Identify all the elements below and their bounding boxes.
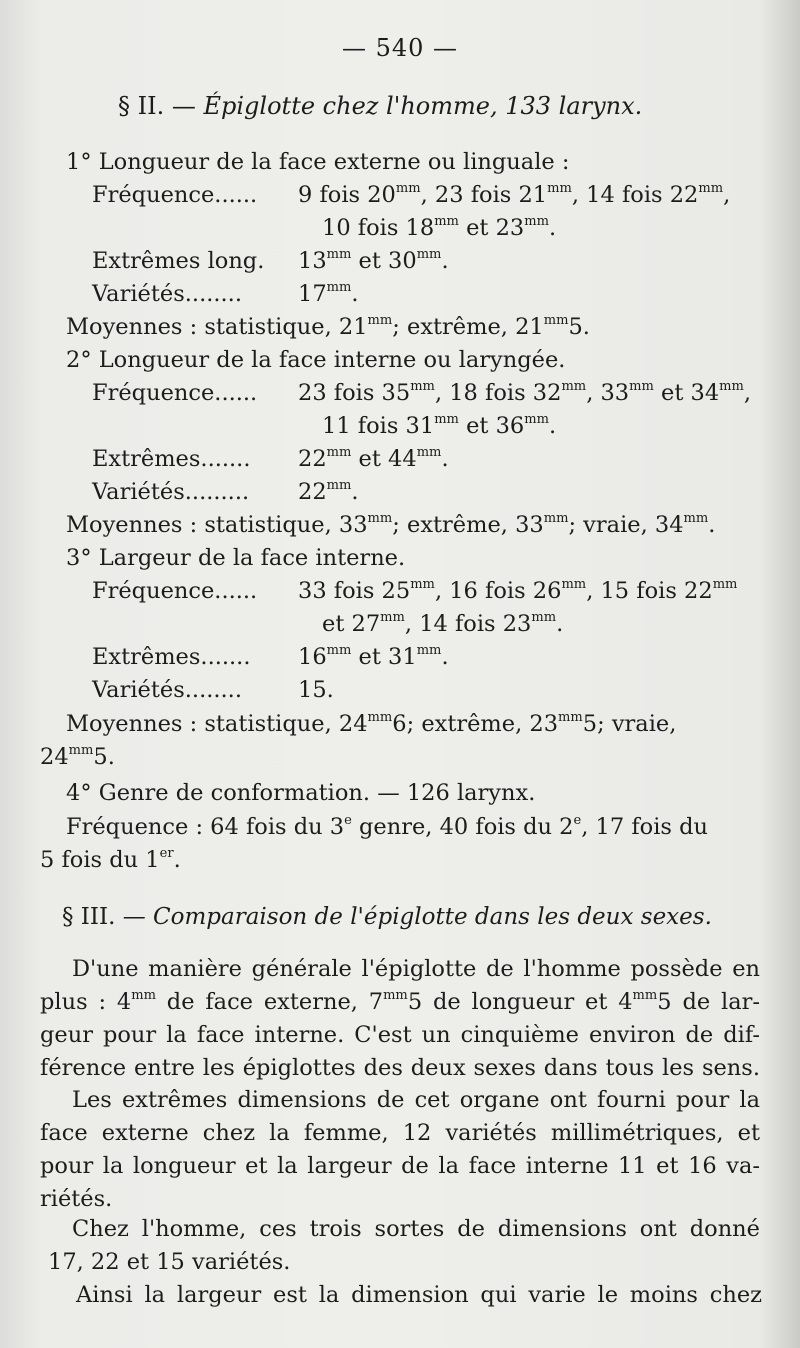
item-3-averages-line-1: Moyennes : statistique, $24^{mm}6$; extrême, $23^{mm}5$; vraie, [66,710,677,737]
item-2-frequency-label: Fréquence...... [92,380,258,406]
item-2-varieties-value: $22^{mm}$. [298,478,359,505]
item-1-averages: Moyennes : statistique, $21^{mm}$; extrême, $21^{mm}5$. [66,313,590,340]
section-3-heading-title: Comparaison de l'épiglotte dans les deux sexes. [153,904,712,930]
paragraph-3-line-1: Chez l'homme, ces trois sortes de dimensions ont donné [72,1216,760,1242]
item-4-frequency-line-1: Fréquence : 64 fois du 3e genre, 40 fois du 2e, 17 fois du [66,813,708,840]
item-3-averages-line-2: $24^{mm}5$. [40,743,115,770]
item-3-frequency-line-1: 33 fois $25^{mm}$, 16 fois $26^{mm}$, 15 fois $22^{mm}$ [298,577,738,604]
item-1-title: 1° Longueur de la face externe ou linguale : [66,149,570,175]
item-1-extremes-label: Extrêmes long. [92,248,265,274]
section-3-heading [62,903,712,931]
item-2-frequency-line-1: 23 fois $35^{mm}$, 18 fois $32^{mm}$, $33^{mm}$ et $34^{mm}$, [298,379,752,406]
item-2-frequency-line-2: 11 fois $31^{mm}$ et $36^{mm}$. [322,412,557,439]
item-2-varieties-label: Variétés......... [92,479,250,505]
paragraph-1-line-4: férence entre les épiglottes des deux sexes dans tous les sens. [40,1055,760,1081]
item-3-varieties-label: Variétés........ [92,677,242,703]
item-3-frequency-line-2: et $27^{mm}$, 14 fois $23^{mm}$. [322,610,564,637]
item-2-extremes-label: Extrêmes....... [92,446,251,472]
section-3-heading-prefix: § III. — [62,904,146,930]
item-2-extremes-value: $22^{mm}$ et $44^{mm}$. [298,445,449,472]
section-2-heading-title: Épiglotte chez l'homme, 133 larynx. [203,92,643,120]
item-2-title: 2° Longueur de la face interne ou laryngée. [66,347,566,373]
paragraph-3-line-2: 17, 22 et 15 variétés. [48,1249,291,1275]
item-3-frequency-label: Fréquence...... [92,578,258,604]
item-1-frequency-line-1: 9 fois $20^{mm}$, 23 fois $21^{mm}$, 14 fois $22^{mm}$, [298,181,731,208]
section-2-heading [118,92,642,120]
item-4-frequency-line-2: 5 fois du 1er. [40,846,181,873]
paragraph-2-line-3: pour la longueur et la largeur de la face interne 11 et 16 va- [40,1153,760,1179]
item-3-varieties-value: 15. [298,677,334,703]
page-number: — 540 — [341,34,459,62]
item-1-frequency-label: Fréquence...... [92,182,258,208]
paragraph-2-line-2: face externe chez la femme, 12 variétés millimétriques, et [40,1120,760,1146]
section-2-heading-prefix: § II. — [118,92,196,120]
paragraph-1-line-3: geur pour la face interne. C'est un cinquième environ de dif- [40,1022,760,1048]
item-1-varieties-label: Variétés........ [92,281,242,307]
paragraph-2-line-4: riétés. [40,1186,113,1212]
paragraph-2-line-1: Les extrêmes dimensions de cet organe ont fourni pour la [72,1087,760,1113]
paragraph-1-line-1: D'une manière générale l'épiglotte de l'homme possède en [72,956,760,982]
item-3-extremes-label: Extrêmes....... [92,644,251,670]
item-3-extremes-value: $16^{mm}$ et $31^{mm}$. [298,643,449,670]
paragraph-4-line-1: Ainsi la largeur est la dimension qui varie le moins chez [76,1282,762,1308]
item-1-varieties-value: $17^{mm}$. [298,280,359,307]
item-3-title: 3° Largeur de la face interne. [66,545,406,571]
item-4-title: 4° Genre de conformation. — 126 larynx. [66,780,536,806]
item-1-extremes-value: $13^{mm}$ et $30^{mm}$. [298,247,449,274]
item-2-averages: Moyennes : statistique, $33^{mm}$; extrême, $33^{mm}$; vraie, $34^{mm}$. [66,511,716,538]
paragraph-1-line-2: plus : $4^{mm}$ de face externe, $7^{mm}5$ de longueur et $4^{mm}5$ de lar- [40,988,760,1015]
item-1-frequency-line-2: 10 fois $18^{mm}$ et $23^{mm}$. [322,214,557,241]
